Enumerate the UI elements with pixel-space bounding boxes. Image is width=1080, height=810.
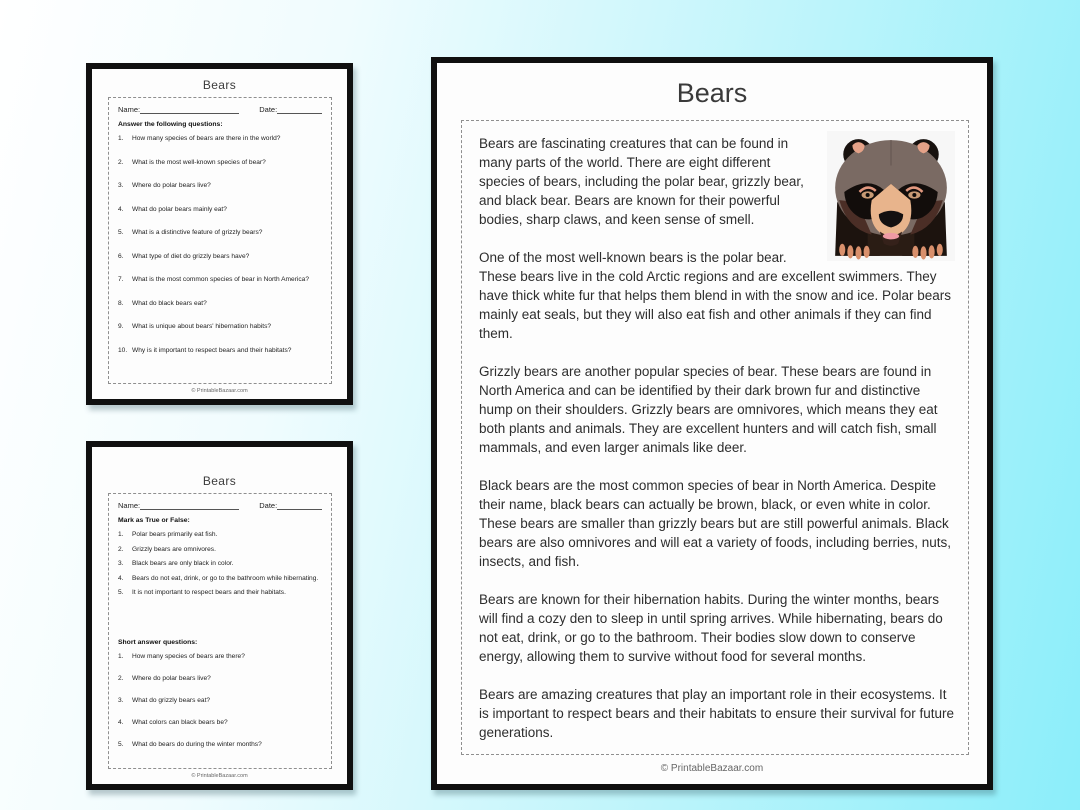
short-answer-item: How many species of bears are there? xyxy=(132,653,245,660)
panel-worksheet-questions xyxy=(86,63,353,405)
name-blank-line xyxy=(140,502,239,510)
passage-paragraph: Bears are fascinating creatures that can be found in many parts of the world. There are eight different species of bears, including the polar bear, grizzly bear, and black bear. Bears are known for their powerful bodies, sharp claws, and keen sense of smell. xyxy=(479,136,804,227)
panel-reading-passage xyxy=(431,57,993,790)
true-false-item: Bears do not eat, drink, or go to the bathroom while hibernating. xyxy=(132,574,319,582)
short-answer-heading: Short answer questions: xyxy=(118,639,198,646)
panel-worksheet-truefalse xyxy=(86,441,353,790)
question-item: Where do polar bears live? xyxy=(132,182,211,189)
name-label: Name: xyxy=(118,105,141,114)
worksheet1-body xyxy=(108,97,332,384)
short-answer-list xyxy=(118,653,322,749)
short-answer-item: What do bears do during the winter months? xyxy=(132,741,262,748)
short-answer-item: What colors can black bears be? xyxy=(132,719,228,726)
true-false-item: Polar bears primarily eat fish. xyxy=(132,531,218,538)
passage-footer: © PrintableBazaar.com xyxy=(660,763,764,774)
short-answer-item: What do grizzly bears eat? xyxy=(132,697,211,704)
name-date-row xyxy=(118,501,322,510)
true-false-list xyxy=(118,531,322,597)
date-blank-line xyxy=(277,502,322,510)
question-item: What is the most common species of bear in North America? xyxy=(132,276,310,283)
passage-body xyxy=(461,120,969,755)
worksheet2-title: Bears xyxy=(202,474,237,488)
passage-paragraph: Bears are amazing creatures that play an important role in their ecosystems. It is important to respect bears and their habitats to ensure their survival for future generations. xyxy=(479,687,954,740)
question-list xyxy=(118,135,322,355)
worksheet1-title: Bears xyxy=(202,78,237,92)
worksheet1-instruction: Answer the following questions: xyxy=(118,121,223,128)
question-item: What do black bears eat? xyxy=(132,299,207,307)
passage-paragraph: Bears are known for their hibernation habits. During the winter months, bears will find a cozy den to sleep in until spring arrives. While hibernating, bears do not eat, drink, or go to the bathroom. Their bodies slow down to conserve energy, allowing them to survive without food for several months. xyxy=(479,592,943,664)
bear-illustration xyxy=(827,131,955,261)
true-false-item: It is not important to respect bears and their habitats. xyxy=(132,589,286,596)
question-item: What do polar bears mainly eat? xyxy=(132,205,227,213)
question-item: What is a distinctive feature of grizzly bears? xyxy=(132,229,263,236)
question-item: How many species of bears are there in the world? xyxy=(132,135,281,142)
name-label: Name: xyxy=(118,501,141,510)
true-false-item: Grizzly bears are omnivores. xyxy=(132,545,216,553)
short-answer-item: Where do polar bears live? xyxy=(132,675,211,682)
passage-title: Bears xyxy=(676,78,748,108)
question-item: Why is it important to respect bears and their habitats? xyxy=(132,346,292,354)
passage-paragraph: Grizzly bears are another popular species of bear. These bears are found in North America and can be identified by their dark brown fur and distinctive hump on their shoulders. Grizzly bears are omnivores, which means they eat both plants and animals. They are excellent hunters and will catch fish, small mammals, and even larger animals like deer. xyxy=(479,364,938,455)
passage-paragraph: One of the most well-known bears is the polar bear. These bears live in the cold Arctic regions and are excellent swimmers. They have thick white fur that helps them blend in with the snow and ice. Polar bears mainly eat seals, but they will also eat fish and other animals if they can find them. xyxy=(479,250,952,341)
question-item: What is unique about bears' hibernation habits? xyxy=(132,323,272,330)
name-blank-line xyxy=(140,106,239,114)
worksheet1-footer: © PrintableBazaar.com xyxy=(191,388,248,394)
date-label: Date: xyxy=(259,501,278,510)
date-label: Date: xyxy=(259,105,278,114)
question-item: What is the most well-known species of bear? xyxy=(132,158,266,166)
true-false-item: Black bears are only black in color. xyxy=(132,560,234,567)
worksheet2-footer: © PrintableBazaar.com xyxy=(191,773,248,779)
worksheet2-body xyxy=(108,493,332,769)
name-date-row xyxy=(118,105,322,114)
passage-paragraph: Black bears are the most common species of bear in North America. Despite their name, black bears can actually be brown, black, or even white in color. These bears are smaller than grizzly bears but are still powerful animals. Black bears are also omnivores and will eat a variety of foods, including berries, nuts, insects, and fish. xyxy=(479,478,951,569)
date-blank-line xyxy=(277,106,322,114)
true-false-heading: Mark as True or False: xyxy=(118,517,190,524)
question-item: What type of diet do grizzly bears have? xyxy=(132,252,250,260)
